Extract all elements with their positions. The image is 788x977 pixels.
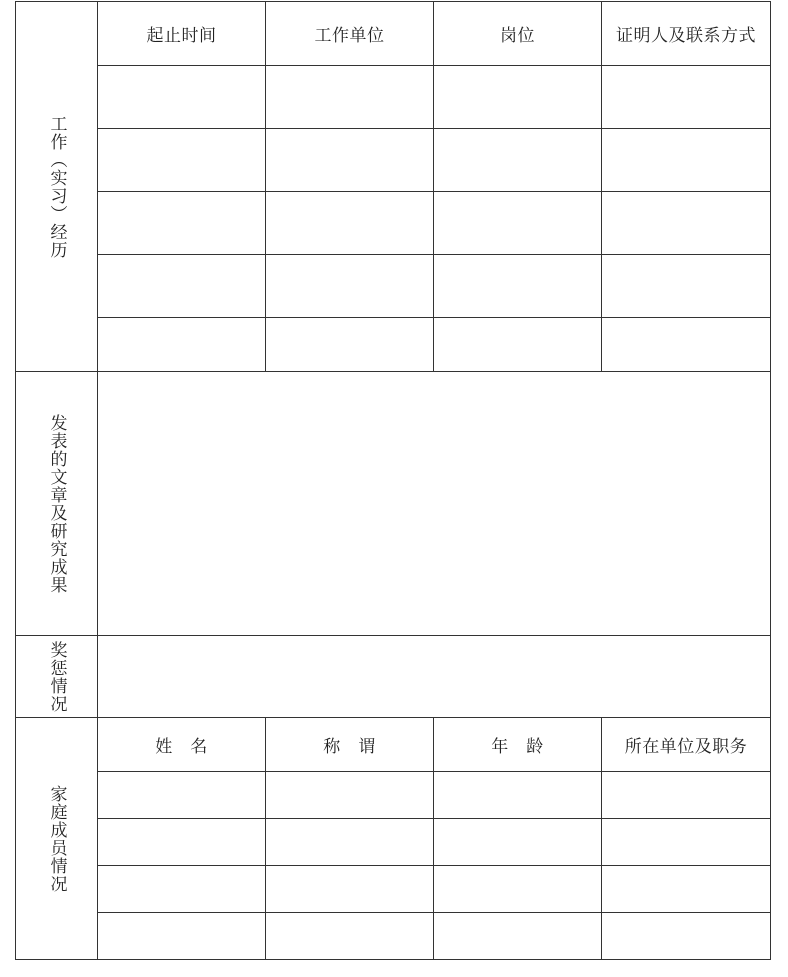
family-cell-name[interactable]	[98, 772, 266, 819]
family-row	[16, 819, 771, 866]
work-cell-reference[interactable]	[602, 129, 771, 192]
family-cell-age[interactable]	[434, 866, 602, 913]
work-row	[16, 192, 771, 255]
family-header-relation: 称 谓	[266, 718, 434, 772]
family-header-name: 姓 名	[98, 718, 266, 772]
work-cell-reference[interactable]	[602, 318, 771, 372]
work-cell-position[interactable]	[434, 129, 602, 192]
family-cell-employer-title[interactable]	[602, 819, 771, 866]
family-cell-employer-title[interactable]	[602, 866, 771, 913]
work-section-label: 工作（实习）经历	[46, 114, 67, 259]
family-cell-relation[interactable]	[266, 913, 434, 960]
family-row	[16, 772, 771, 819]
publications-label: 发表的文章及研究成果	[46, 413, 67, 594]
work-cell-period[interactable]	[98, 66, 266, 129]
work-cell-period[interactable]	[98, 255, 266, 318]
work-cell-employer[interactable]	[266, 129, 434, 192]
family-header-age: 年 龄	[434, 718, 602, 772]
work-row	[16, 66, 771, 129]
family-cell-age[interactable]	[434, 772, 602, 819]
family-cell-name[interactable]	[98, 866, 266, 913]
family-cell-name[interactable]	[98, 913, 266, 960]
work-cell-employer[interactable]	[266, 66, 434, 129]
awards-label: 奖惩情况	[46, 640, 67, 713]
publications-label-cell	[16, 372, 98, 636]
work-section-label-cell	[16, 2, 98, 372]
work-header-row	[16, 2, 771, 66]
work-cell-reference[interactable]	[602, 192, 771, 255]
work-header-employer: 工作单位	[266, 2, 434, 66]
work-cell-reference[interactable]	[602, 255, 771, 318]
work-cell-position[interactable]	[434, 318, 602, 372]
work-row	[16, 255, 771, 318]
work-header-period: 起止时间	[98, 2, 266, 66]
family-cell-age[interactable]	[434, 913, 602, 960]
work-cell-position[interactable]	[434, 66, 602, 129]
publications-row	[16, 372, 771, 636]
family-cell-age[interactable]	[434, 819, 602, 866]
family-row	[16, 913, 771, 960]
work-cell-position[interactable]	[434, 192, 602, 255]
work-cell-position[interactable]	[434, 255, 602, 318]
work-cell-reference[interactable]	[602, 66, 771, 129]
work-cell-period[interactable]	[98, 318, 266, 372]
work-cell-employer[interactable]	[266, 192, 434, 255]
family-header-row	[16, 718, 771, 772]
work-row	[16, 129, 771, 192]
family-cell-relation[interactable]	[266, 772, 434, 819]
work-header-reference: 证明人及联系方式	[602, 2, 771, 66]
family-cell-employer-title[interactable]	[602, 913, 771, 960]
awards-label-cell	[16, 636, 98, 718]
work-header-position: 岗位	[434, 2, 602, 66]
family-cell-name[interactable]	[98, 819, 266, 866]
awards-row	[16, 636, 771, 718]
work-row	[16, 318, 771, 372]
family-cell-employer-title[interactable]	[602, 772, 771, 819]
work-cell-employer[interactable]	[266, 318, 434, 372]
work-cell-period[interactable]	[98, 192, 266, 255]
publications-content[interactable]	[98, 372, 771, 636]
work-cell-period[interactable]	[98, 129, 266, 192]
family-cell-relation[interactable]	[266, 819, 434, 866]
family-section-label: 家庭成员情况	[46, 784, 67, 893]
family-header-employer-title: 所在单位及职务	[602, 718, 771, 772]
family-row	[16, 866, 771, 913]
work-cell-employer[interactable]	[266, 255, 434, 318]
awards-content[interactable]	[98, 636, 771, 718]
family-section-label-cell	[16, 718, 98, 960]
application-form-table	[15, 1, 771, 960]
family-cell-relation[interactable]	[266, 866, 434, 913]
